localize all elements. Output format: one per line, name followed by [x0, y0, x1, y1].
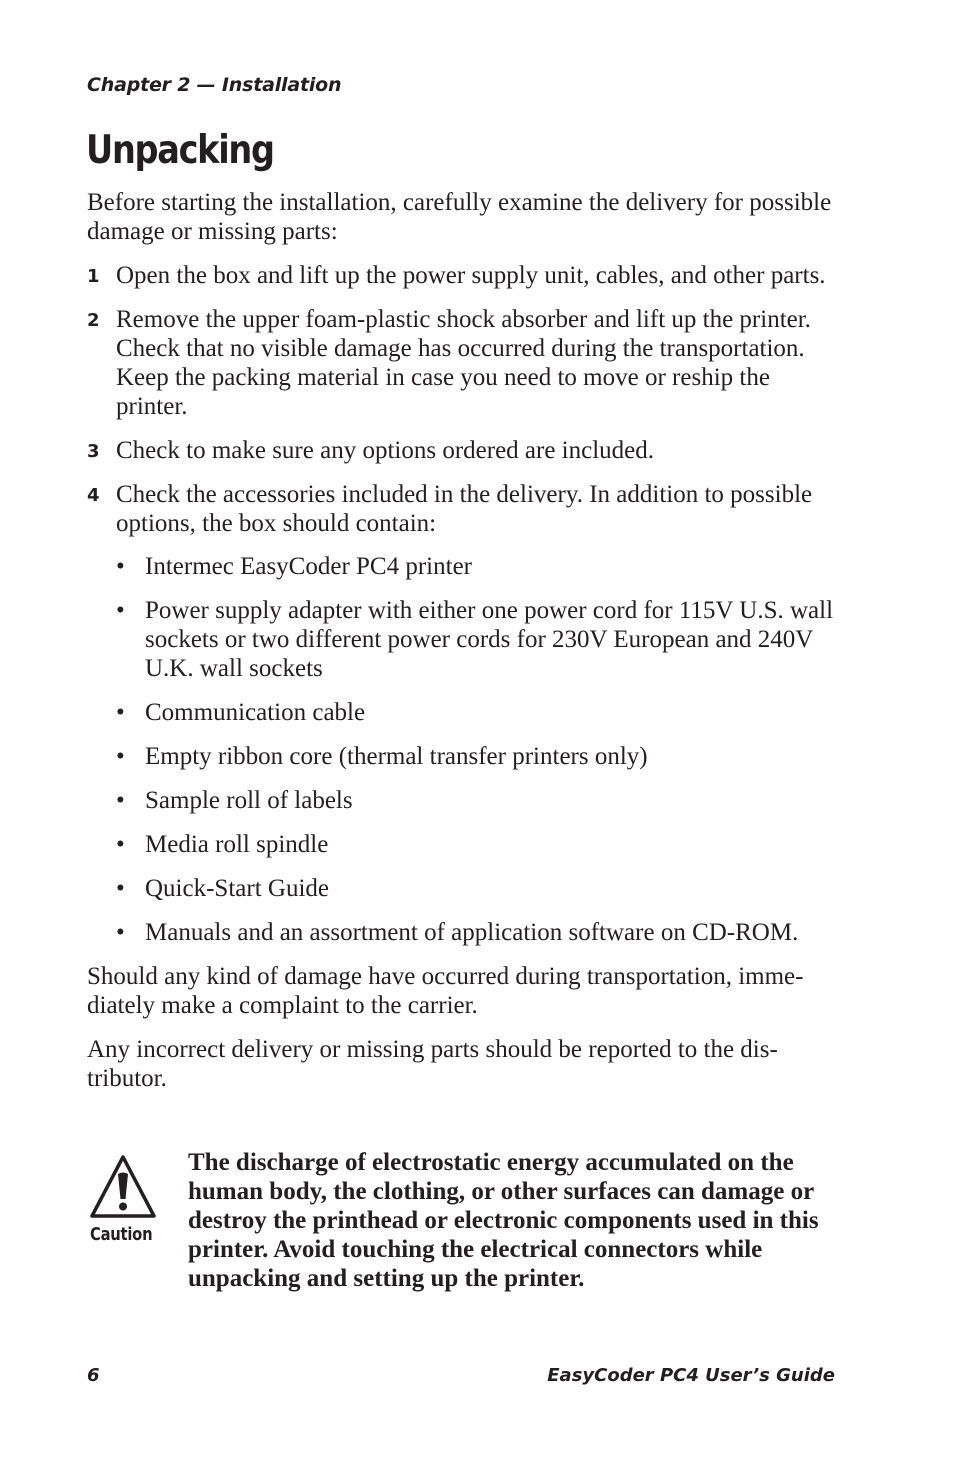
list-item-text: Manuals and an assortment of application software on CD-ROM.	[145, 919, 799, 946]
list-item	[116, 742, 839, 771]
step-text: Check to make sure any options ordered are included.	[116, 437, 655, 464]
list-item-text: Empty ribbon core (thermal transfer printers only)	[145, 743, 648, 770]
page-title: Unpacking	[86, 128, 274, 173]
bullet-icon: •	[116, 919, 125, 946]
bullet-icon: •	[116, 597, 125, 624]
box-contents-list	[116, 552, 839, 947]
caution-text: The discharge of electrostatic energy accumulated on the human body, the clothing, or other surfaces can damage or destroy the printhead or electronic components used in this printer. Avoid touching the electrical connectors while unpacking and setting up the printer.	[188, 1149, 819, 1292]
page-number: 6	[87, 1365, 100, 1386]
missing-parts-note: Any incorrect delivery or missing parts should be reported to the dis-tributor.	[87, 1036, 778, 1092]
caution-triangle-icon	[87, 1152, 159, 1222]
bullet-icon: •	[116, 553, 125, 580]
step-text: Open the box and lift up the power supply unit, cables, and other parts.	[116, 262, 826, 289]
list-item-text: Sample roll of labels	[145, 787, 353, 814]
guide-title: EasyCoder PC4 User’s Guide	[547, 1365, 835, 1386]
step-number: 2	[87, 310, 100, 331]
intro-paragraph: Before starting the installation, carefully examine the delivery for possible damage or missing parts:	[87, 189, 832, 245]
step-list	[87, 261, 839, 947]
damage-note: Should any kind of damage have occurred during transportation, imme-diately make a complaint to the carrier.	[87, 963, 804, 1019]
bullet-icon: •	[116, 787, 125, 814]
list-item	[116, 918, 839, 947]
list-item	[116, 596, 839, 683]
page-body	[87, 188, 839, 1108]
step-item	[87, 436, 839, 465]
step-item	[87, 261, 839, 290]
step-number: 4	[87, 485, 100, 506]
bullet-icon: •	[116, 831, 125, 858]
step-text: Remove the upper foam-plastic shock absorber and lift up the printer. Check that no visible damage has occurred during the transportation. Keep the packing material in case you need to move or reship the printer.	[116, 306, 811, 420]
bullet-icon: •	[116, 875, 125, 902]
list-item-text: Media roll spindle	[145, 831, 329, 858]
list-item-text: Communication cable	[145, 699, 366, 726]
step-text: Check the accessories included in the delivery. In addition to possible options, the box should contain:	[116, 481, 813, 537]
list-item	[116, 552, 839, 581]
list-item-text: Quick-Start Guide	[145, 875, 329, 902]
step-number: 3	[87, 441, 100, 462]
list-item	[116, 698, 839, 727]
list-item	[116, 830, 839, 859]
list-item-text: Power supply adapter with either one power cord for 115V U.S. wall sockets or two different power cords for 230V European and 240V U.K. wall sockets	[145, 597, 834, 682]
list-item	[116, 874, 839, 903]
running-head: Chapter 2 — Installation	[87, 74, 342, 96]
caution-label: Caution	[90, 1224, 153, 1245]
step-number: 1	[87, 266, 100, 287]
bullet-icon: •	[116, 743, 125, 770]
list-item	[116, 786, 839, 815]
step-item	[87, 480, 839, 947]
list-item-text: Intermec EasyCoder PC4 printer	[145, 553, 472, 580]
bullet-icon: •	[116, 699, 125, 726]
step-item	[87, 305, 839, 421]
